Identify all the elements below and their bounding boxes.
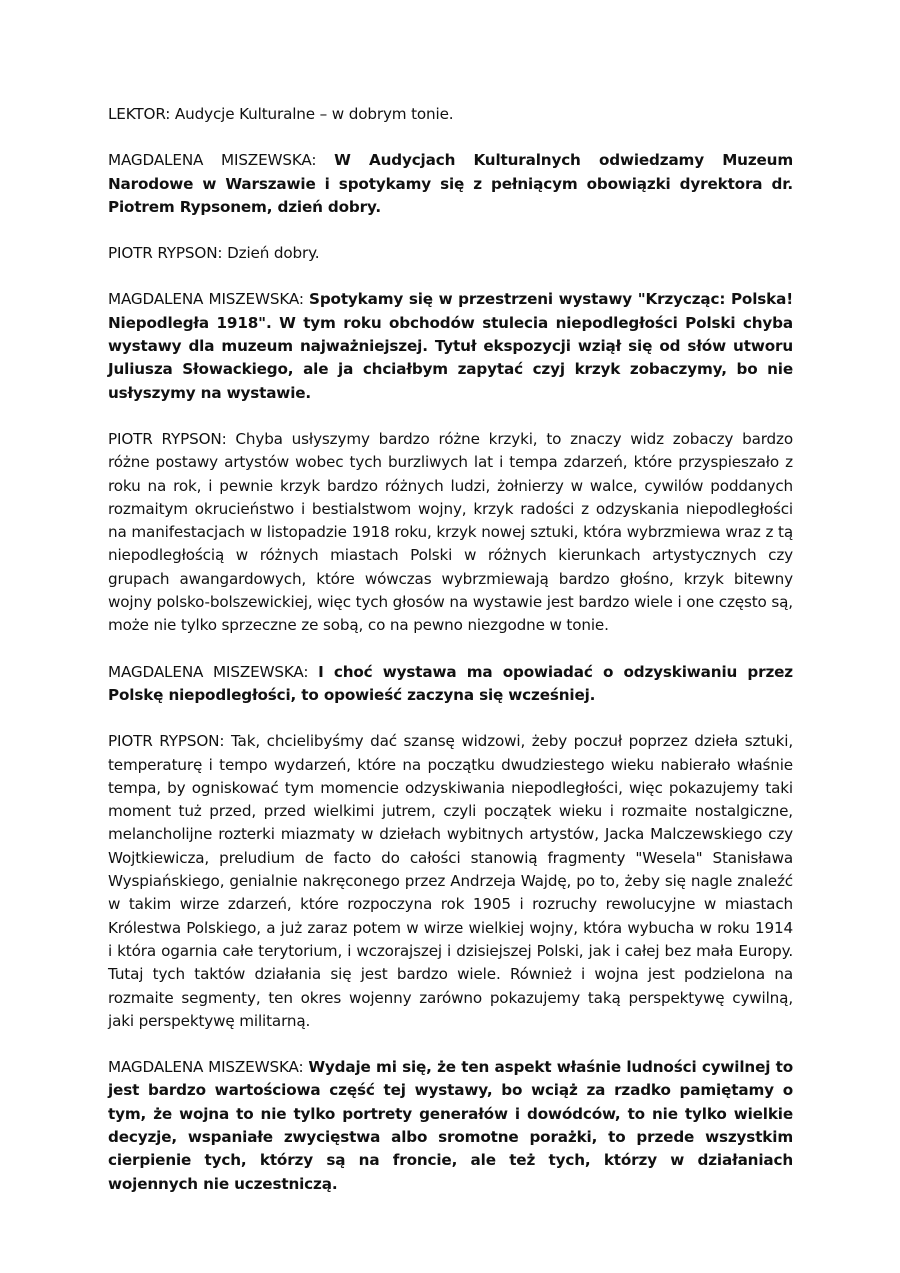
speaker-name: PIOTR RYPSON: — [108, 429, 227, 448]
speaker-name: LEKTOR: — [108, 105, 171, 123]
utterance-text: Chyba usłyszymy bardzo różne krzyki, to znaczy widz zobaczy bardzo różne postawy artystów wobec tych burzliwych lat i tempa zdarzeń, które przyspieszało z roku na rok, i pewnie krzyk bardzo różnych ludzi, żołnierzy w walce, cywilów poddanych rozmaitym okrucieństwo i bestialstwom wojny, krzyk radości z odzyskania niepodległości na manifestacjach w listopadzie 1918 roku, krzyk nowej sztuki, która wybrzmiewa wraz z tą niepodległością w różnych miastach Polski w różnych kierunkach artystycznych czy grupach awangardowych, które wówczas wybrzmiewają bardzo głośno, krzyk bitewny wojny polsko-bolszewickiej, więc tych głosów na wystawie jest bardzo wiele i one często są, może nie tylko sprzeczne ze sobą, co na pewno niezgodne w tonie. — [108, 429, 794, 635]
paragraph-miszewska-4 — [108, 1056, 793, 1196]
utterance-text: Spotykamy się w przestrzeni wystawy "Krzycząc: Polska! Niepodległa 1918". W tym roku obchodów stulecia niepodległości Polski chyba wystawy dla muzeum najważniejszej. Tytuł ekspozycji wziął się od słów utworu Juliusza Słowackiego, ale ja chciałbym zapytać czyj krzyk zobaczymy, bo nie usłyszymy na wystawie. — [108, 290, 793, 402]
speaker-name: PIOTR RYPSON: — [108, 244, 223, 263]
utterance-text: Wydaje mi się, że ten aspekt właśnie ludności cywilnej to jest bardzo wartościowa część tej wystawy, bo wciąż za rzadko pamiętamy o tym, że wojna to nie tylko portrety generałów i dowódców, to nie tylko wielkie decyzje, wspaniałe zwycięstwa albo sromotne porażki, to przede wszystkim cierpienie tych, którzy są na froncie, ale też tych, którzy w działaniach wojennych nie uczestniczą. — [108, 1058, 794, 1193]
speaker-name: MAGDALENA MISZEWSKA: — [108, 1058, 304, 1077]
utterance-text: Tak, chcielibyśmy dać szansę widzowi, żeby poczuł poprzez dzieła sztuki, temperaturę i tempo wydarzeń, które na początku dwudziestego wieku nabierało właśnie tempa, by ogniskować tym momencie odzyskiwania niepodległości, więc pokazujemy taki moment tuż przed, przed wielkimi jutrem, czyli początek wieku i rozmaite nostalgiczne, melancholijne rozterki miazmaty w dziełach wybitnych artystów, Jacka Malczewskiego czy Wojtkiewicza, preludium de facto do całości stanowią fragmenty "Wesela" Stanisława Wyspiańskiego, genialnie nakręconego przez Andrzeja Wajdę, po to, żeby się nagle znaleźć w takim wirze zdarzeń, które rozpoczyna rok 1905 i rozruchy rewolucyjne w miastach Królestwa Polskiego, a już zaraz potem w wirze wielkiej wojny, która wybucha w roku 1914 i która ogarnia całe terytorium, i wczorajszej i dzisiejszej Polski, jak i całej bez mała Europy. Tutaj tych taktów działania się jest bardzo wiele. Również i wojna jest podzielona na rozmaite segmenty, ten okres wojenny zarówno pokazujemy taką perspektywę cywilną, jaki perspektywę militarną. — [108, 732, 794, 1030]
paragraph-lektor — [108, 103, 793, 126]
speaker-name: MAGDALENA MISZEWSKA: — [108, 662, 309, 681]
speaker-name: MAGDALENA MISZEWSKA: — [108, 151, 317, 170]
speaker-name: PIOTR RYPSON: — [108, 732, 225, 751]
transcript-page — [108, 103, 793, 1219]
paragraph-miszewska-3 — [108, 661, 793, 708]
paragraph-rypson-3 — [108, 730, 793, 1033]
paragraph-rypson-2 — [108, 428, 793, 638]
paragraph-rypson-1 — [108, 242, 793, 265]
speaker-name: MAGDALENA MISZEWSKA: — [108, 290, 304, 309]
utterance-text: Audycje Kulturalne – w dobrym tonie. — [174, 105, 454, 123]
paragraph-miszewska-1 — [108, 149, 793, 219]
utterance-text: W Audycjach Kulturalnych odwiedzamy Muzeum Narodowe w Warszawie i spotykamy się z pełniącym obowiązki dyrektora dr. Piotrem Rypsonem, dzień dobry. — [108, 151, 794, 216]
utterance-text: Dzień dobry. — [227, 244, 320, 263]
paragraph-miszewska-2 — [108, 288, 793, 404]
utterance-text: I choć wystawa ma opowiadać o odzyskiwaniu przez Polskę niepodległości, to opowieść zaczyna się wcześniej. — [108, 662, 793, 704]
